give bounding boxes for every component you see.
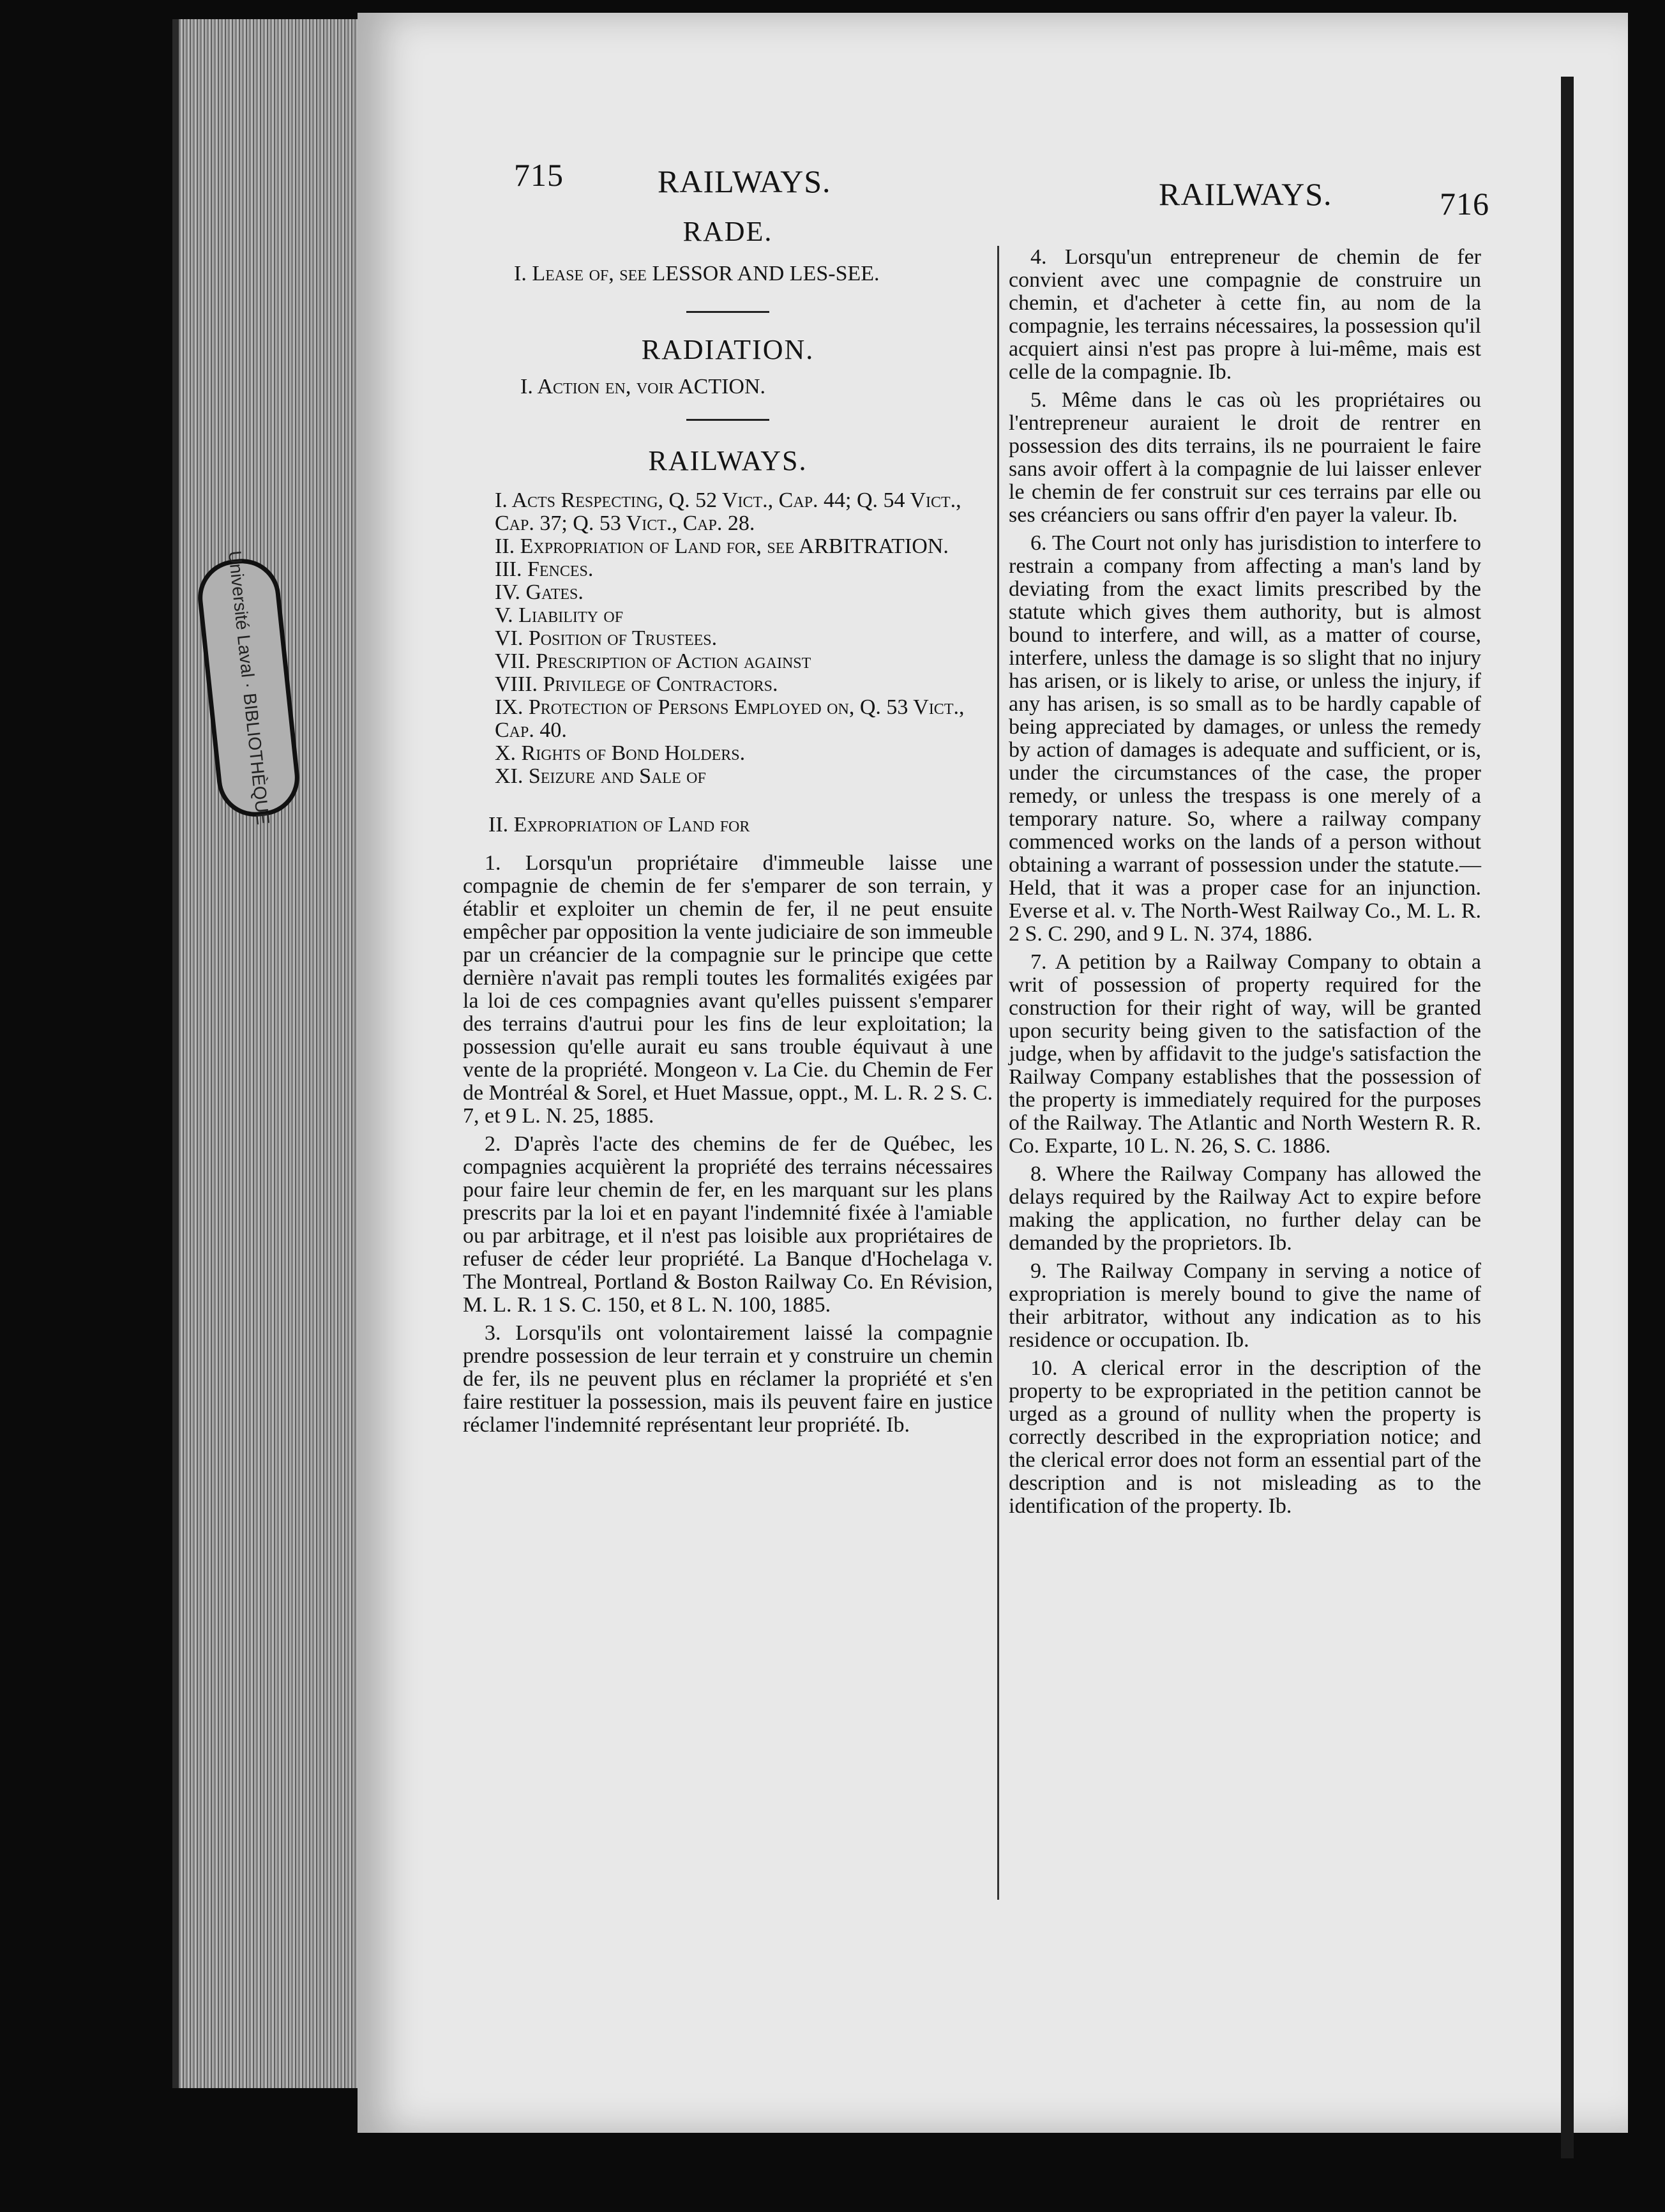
left-page-number: 715	[514, 157, 564, 193]
index-item: IV. Gates.	[495, 580, 584, 604]
rade-heading: RADE.	[682, 216, 773, 247]
index-item: IX. Protection of Persons Employed on, Q. 53 Vict., Cap. 40.	[495, 695, 965, 742]
paragraph: 1. Lorsqu'un propriétaire d'immeuble laisse une compagnie de chemin de fer s'emparer de son terrain, y établir et exploiter un chemin de fer, il ne peut ensuite empêcher par opposition la vente judiciaire de son immeuble par un créancier de la compagnie sur le principe que cette dernière n'avait pas rempli toutes les formalités exigées par la loi de ces compagnies avant qu'elles puissent s'emparer des terrains d'autrui pour les fins de leur exploitation; la possession qu'elle aurait eu sans trouble équivaut à une vente de la propriété. Mongeon v. La Cie. du Chemin de Fer de Montréal & Sorel, et Huet Massue, oppt., M. L. R. 2 S. C. 7, et 9 L. N. 25, 1885.	[463, 851, 993, 1128]
index-item: X. Rights of Bond Holders.	[495, 741, 746, 765]
paragraph: 7. A petition by a Railway Company to obtain a writ of possession of property required for the construction for their right of way, will be granted upon security being given to the satisfaction of the judge, when by affidavit to the judge's satisfaction the Railway Company establishes that the possession of the property is immediately required for the purposes of the Railway. The Atlantic and North Western R. R. Co. Exparte, 10 L. N. 26, S. C. 1886.	[1009, 950, 1481, 1158]
index-item: I. Acts Respecting, Q. 52 Vict., Cap. 44; Q. 54 Vict., Cap. 37; Q. 53 Vict., Cap. 28.	[495, 489, 961, 535]
paragraph: 2. D'après l'acte des chemins de fer de Québec, les compagnies acquièrent la propriété des terrains nécessaires pour faire leur chemin de fer, en les marquant sur les plans prescrits par la loi et en payant l'indemnité fixée à l'amiable ou par arbitrage, et il n'est pas loisible aux propriétaires de refuser de céder leur propriété. La Banque d'Hochelaga v. The Montreal, Portland & Boston Railway Co. En Révision, M. L. R. 1 S. C. 150, et 8 L. N. 100, 1885.	[463, 1132, 993, 1317]
paragraph: 8. Where the Railway Company has allowed the delays required by the Railway Act to expire before making the application, no further delay can be demanded by the proprietors. Ib.	[1009, 1162, 1481, 1255]
paragraph: 3. Lorsqu'ils ont volontairement laissé la compagnie prendre possession de leur terrain et y construire un chemin de fer, ils ne peuvent plus en réclamer la propriété et s'en faire restituer la possession, mais ils peuvent faire en justice réclamer l'indemnité représentant leur propriété. Ib.	[463, 1321, 993, 1437]
paragraph: 4. Lorsqu'un entrepreneur de chemin de fer convient avec une compagnie de construire un chemin, et d'acheter à cette fin, au nom de la compagnie, les terrains nécessaires, la possession qu'il acquiert ainsi n'est pas propre à lui-même, mais est celle de la compagnie. Ib.	[1009, 245, 1481, 384]
index-item: V. Liability of	[495, 603, 624, 627]
paragraph: 5. Même dans le cas où les propriétaires ou l'entrepreneur auraient le droit de rentrer en possession des dits terrains, ils ne pourraient le faire sans avoir offert à la compagnie de lui laisser enlever le chemin de fer construit sur ces terrains par elle ou ses créanciers ou sans offrir d'en payer la valeur. Ib.	[1009, 388, 1481, 527]
index-item: XI. Seizure and Sale of	[495, 764, 706, 788]
paragraph: 6. The Court not only has jurisdistion to interfere to restrain a company from affecting a man's land by deviating from the exact limits prescribed by the statute which gives them authority, but is almost bound to interfere, and will, as a matter of course, interfere, unless the damage is so slight that no injury has arisen, or is likely to arise, or unless the injury, if any has arisen, is so small as to be hardly capable of being appreciated by damages, or unless the remedy by action of damages is adequate and sufficient, or is, under the circumstances of the case, the proper remedy, or unless the trespass is one merely of a temporary nature. So, where a railway company commenced works on the lands of a person without obtaining a warrant of possession under the statute.—Held, that it was a proper case for an injunction. Everse et al. v. The North-West Railway Co., M. L. R. 2 S. C. 290, and 9 L. N. 374, 1886.	[1009, 531, 1481, 946]
rade-entry: I. Lease of, see LESSOR AND LES-SEE.	[514, 262, 880, 285]
left-paragraphs	[463, 852, 993, 1437]
index-item: VI. Position of Trustees.	[495, 626, 718, 650]
page-gutter	[1561, 77, 1574, 2158]
index-item: VIII. Privilege of Contractors.	[495, 672, 778, 696]
column-divider	[997, 246, 999, 1900]
radiation-heading: RADIATION.	[641, 334, 815, 365]
paragraph: 9. The Railway Company in serving a notice of expropriation is merely bound to give the name of their arbitrator, without any indication as to his residence or occupation. Ib.	[1009, 1259, 1481, 1352]
index-item: VII. Prescription of Action against	[495, 649, 811, 673]
paragraph: 10. A clerical error in the description of the property to be expropriated in the petition cannot be urged as a ground of nullity when the property is correctly described in the expropriation notice; and the clerical error does not form an essential part of the description and is not misleading as to the identification of the property. Ib.	[1009, 1356, 1481, 1518]
railways-index	[463, 489, 993, 788]
left-column	[463, 216, 993, 1437]
right-page-number: 716	[1440, 186, 1489, 222]
railways-heading: RAILWAYS.	[648, 445, 808, 476]
stamp-text: Université Laval · BIBLIOTHÈQUE	[225, 549, 273, 826]
book-page-edges	[172, 19, 389, 2088]
section-rule	[686, 419, 769, 421]
section-rule	[686, 311, 769, 313]
index-item: III. Fences.	[495, 557, 594, 581]
right-running-title: RAILWAYS.	[1159, 176, 1332, 212]
index-item: II. Expropriation of Land for, see ARBITRATION.	[495, 534, 949, 558]
radiation-entry: I. Action en, voir ACTION.	[520, 375, 766, 398]
section-heading: II. Expropriation of Land for	[488, 813, 750, 837]
right-column	[1009, 246, 1481, 1518]
left-running-title: RAILWAYS.	[658, 163, 831, 199]
